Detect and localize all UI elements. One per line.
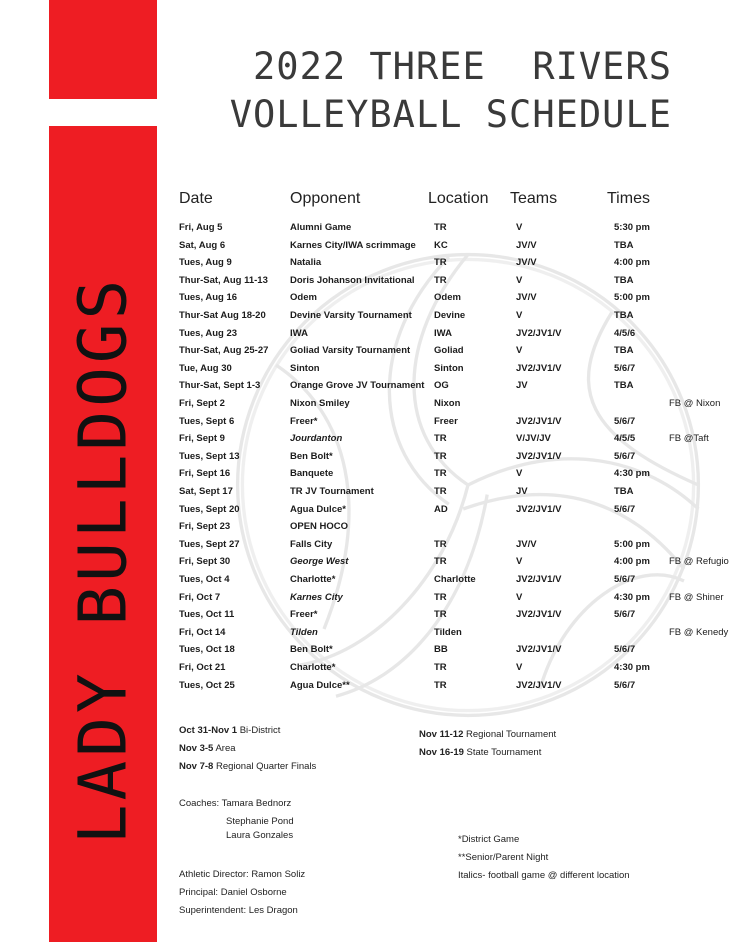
game-time: TBA bbox=[614, 274, 634, 286]
schedule-row bbox=[0, 416, 750, 434]
game-opponent: TR JV Tournament bbox=[290, 486, 374, 497]
game-opponent: Karnes City/IWA scrimmage bbox=[290, 239, 416, 251]
legend-italics: Italics- football game @ different location bbox=[458, 870, 630, 881]
game-opponent: IWA bbox=[290, 327, 308, 339]
game-date: Tues, Sept 13 bbox=[179, 450, 240, 462]
superintendent: Superintendent: Les Dragon bbox=[179, 905, 298, 916]
game-date: Fri, Sept 16 bbox=[179, 468, 231, 480]
game-time: 5/6/7 bbox=[614, 362, 636, 374]
game-date: Thur-Sat, Sept 1-3 bbox=[179, 380, 261, 392]
game-opponent: Agua Dulce* bbox=[290, 503, 346, 515]
game-opponent: Devine Varsity Tournament bbox=[290, 310, 412, 321]
schedule-row bbox=[0, 380, 750, 398]
schedule-row bbox=[0, 662, 750, 680]
game-opponent: Freer* bbox=[290, 415, 318, 427]
coaches-label: Coaches: Tamara Bednorz bbox=[179, 798, 292, 809]
game-teams: JV bbox=[516, 486, 528, 497]
game-date: Tues, Oct 11 bbox=[179, 609, 235, 621]
game-time: 4:30 pm bbox=[614, 468, 650, 480]
game-teams: V/JV/JV bbox=[516, 433, 551, 445]
game-date: Sat, Sept 17 bbox=[179, 486, 233, 497]
game-location: BB bbox=[434, 644, 448, 656]
game-time: TBA bbox=[614, 239, 634, 251]
schedule-row bbox=[0, 539, 750, 557]
game-date: Fri, Oct 7 bbox=[179, 591, 221, 603]
game-time: 5/6/7 bbox=[614, 503, 636, 515]
schedule-row bbox=[0, 328, 750, 346]
game-teams: V bbox=[516, 222, 523, 233]
game-date: Fri, Oct 14 bbox=[179, 626, 226, 638]
game-date: Tues, Oct 4 bbox=[179, 574, 230, 585]
coach-name: Laura Gonzales bbox=[226, 830, 294, 841]
game-opponent: OPEN HOCO bbox=[290, 521, 349, 533]
game-opponent: Sinton bbox=[290, 362, 320, 374]
game-location: TR bbox=[434, 274, 447, 286]
game-opponent: Agua Dulce** bbox=[290, 679, 350, 691]
game-location: Goliad bbox=[434, 345, 464, 357]
game-teams: V bbox=[516, 468, 523, 480]
game-opponent: Charlotte* bbox=[290, 574, 336, 585]
game-location: TR bbox=[434, 468, 447, 480]
game-date: Tues, Oct 18 bbox=[179, 644, 235, 656]
schedule-row bbox=[0, 627, 750, 645]
game-location: AD bbox=[434, 503, 448, 515]
game-date: Fri, Aug 5 bbox=[179, 222, 223, 233]
game-teams: V bbox=[516, 591, 523, 603]
schedule-row bbox=[0, 240, 750, 258]
game-location: TR bbox=[434, 222, 447, 233]
game-teams: JV2/JV1/V bbox=[516, 574, 562, 585]
team-name-vertical: LADY BULLDOGS bbox=[64, 275, 142, 845]
schedule-row bbox=[0, 292, 750, 310]
game-teams: JV bbox=[516, 380, 528, 392]
game-date: Thur-Sat, Aug 25-27 bbox=[179, 345, 269, 357]
game-teams: JV/V bbox=[516, 257, 537, 269]
game-note: FB @ Refugio bbox=[669, 556, 729, 568]
game-teams: V bbox=[516, 662, 523, 673]
game-location: Sinton bbox=[434, 362, 464, 374]
game-note: FB @ Shiner bbox=[669, 591, 724, 603]
postseason-item: Oct 31-Nov 1 Bi-District bbox=[179, 725, 281, 736]
coach-name: Stephanie Pond bbox=[226, 816, 294, 827]
schedule-row bbox=[0, 521, 750, 539]
game-opponent: Alumni Game bbox=[290, 222, 352, 233]
header-teams: Teams bbox=[510, 190, 558, 207]
game-location: Charlotte bbox=[434, 574, 476, 585]
schedule-row bbox=[0, 592, 750, 610]
schedule-row bbox=[0, 451, 750, 469]
game-location: TR bbox=[434, 433, 447, 445]
game-time: TBA bbox=[614, 310, 634, 321]
schedule-row bbox=[0, 363, 750, 381]
schedule-row bbox=[0, 310, 750, 328]
schedule-row bbox=[0, 556, 750, 574]
game-date: Fri, Sept 23 bbox=[179, 521, 231, 533]
schedule-row bbox=[0, 275, 750, 293]
game-location: TR bbox=[434, 450, 447, 462]
game-date: Fri, Sept 2 bbox=[179, 398, 225, 409]
game-time: 5:00 pm bbox=[614, 538, 650, 550]
game-time: 5/6/7 bbox=[614, 679, 636, 691]
principal: Principal: Daniel Osborne bbox=[179, 887, 287, 898]
game-opponent: Falls City bbox=[290, 538, 333, 550]
game-location: TR bbox=[434, 591, 447, 603]
schedule-row bbox=[0, 257, 750, 275]
game-time: 5/6/7 bbox=[614, 450, 636, 462]
schedule-row bbox=[0, 609, 750, 627]
game-teams: JV2/JV1/V bbox=[516, 503, 562, 515]
game-location: Nixon bbox=[434, 398, 461, 409]
game-location: TR bbox=[434, 257, 447, 269]
postseason-item: Nov 7-8 Regional Quarter Finals bbox=[179, 761, 317, 772]
game-teams: JV2/JV1/V bbox=[516, 327, 562, 339]
game-date: Fri, Sept 9 bbox=[179, 433, 225, 445]
game-location: Freer bbox=[434, 415, 458, 427]
game-opponent: Nixon Smiley bbox=[290, 398, 350, 409]
game-time: TBA bbox=[614, 345, 634, 357]
game-date: Tue, Aug 30 bbox=[179, 362, 232, 374]
game-teams: JV/V bbox=[516, 292, 537, 304]
game-teams: JV2/JV1/V bbox=[516, 609, 562, 621]
game-teams: JV2/JV1/V bbox=[516, 679, 562, 691]
schedule-row bbox=[0, 398, 750, 416]
game-time: 5/6/7 bbox=[614, 574, 636, 585]
game-time: 5:00 pm bbox=[614, 292, 650, 304]
game-teams: JV2/JV1/V bbox=[516, 362, 562, 374]
game-date: Fri, Oct 21 bbox=[179, 662, 226, 673]
legend-district: *District Game bbox=[458, 834, 520, 845]
game-date: Thur-Sat Aug 18-20 bbox=[179, 310, 266, 321]
game-time: TBA bbox=[614, 486, 634, 497]
game-teams: V bbox=[516, 310, 523, 321]
game-opponent: Ben Bolt* bbox=[290, 450, 333, 462]
schedule-row bbox=[0, 222, 750, 240]
game-teams: JV2/JV1/V bbox=[516, 644, 562, 656]
game-time: 4:00 pm bbox=[614, 257, 650, 269]
game-date: Sat, Aug 6 bbox=[179, 239, 226, 251]
schedule-row bbox=[0, 574, 750, 592]
schedule-row bbox=[0, 433, 750, 451]
game-location: TR bbox=[434, 486, 447, 497]
game-time: 4:30 pm bbox=[614, 662, 650, 673]
game-time: 4:30 pm bbox=[614, 591, 650, 603]
game-date: Thur-Sat, Aug 11-13 bbox=[179, 274, 268, 286]
schedule-row bbox=[0, 680, 750, 698]
header-location: Location bbox=[428, 190, 489, 207]
game-opponent: Natalia bbox=[290, 257, 322, 269]
game-location: TR bbox=[434, 538, 447, 550]
game-teams: V bbox=[516, 556, 523, 568]
postseason-item: Nov 11-12 Regional Tournament bbox=[419, 729, 557, 740]
game-date: Tues, Sept 27 bbox=[179, 538, 240, 550]
schedule-row bbox=[0, 644, 750, 662]
postseason-item: Nov 3-5 Area bbox=[179, 743, 236, 754]
schedule-row bbox=[0, 486, 750, 504]
game-teams: V bbox=[516, 345, 523, 357]
game-date: Tues, Sept 6 bbox=[179, 415, 235, 427]
game-time: 4/5/6 bbox=[614, 327, 636, 339]
game-teams: V bbox=[516, 274, 523, 286]
schedule-row bbox=[0, 345, 750, 363]
game-time: TBA bbox=[614, 380, 634, 392]
game-location: TR bbox=[434, 609, 447, 621]
game-opponent: George West bbox=[290, 556, 349, 568]
game-location: TR bbox=[434, 556, 447, 568]
game-opponent: Charlotte* bbox=[290, 662, 336, 673]
game-date: Tues, Oct 25 bbox=[179, 679, 235, 691]
game-opponent: Karnes City bbox=[290, 591, 343, 603]
game-time: 5/6/7 bbox=[614, 644, 636, 656]
game-opponent: Ben Bolt* bbox=[290, 644, 333, 656]
game-teams: JV/V bbox=[516, 239, 537, 251]
schedule-row bbox=[0, 504, 750, 522]
game-teams: JV2/JV1/V bbox=[516, 450, 562, 462]
game-location: Odem bbox=[434, 292, 461, 304]
red-accent-block-top bbox=[49, 0, 157, 99]
game-note: FB @Taft bbox=[669, 433, 709, 445]
game-date: Tues, Aug 23 bbox=[179, 327, 238, 339]
game-time: 5/6/7 bbox=[614, 609, 636, 621]
game-time: 5/6/7 bbox=[614, 415, 636, 427]
game-location: OG bbox=[434, 380, 449, 392]
page-title-line-1: 2022 THREE RIVERS bbox=[253, 45, 672, 88]
game-opponent: Banquete bbox=[290, 468, 334, 480]
game-opponent: Goliad Varsity Tournament bbox=[290, 345, 411, 357]
game-time: 4/5/5 bbox=[614, 433, 636, 445]
game-opponent: Orange Grove JV Tournament bbox=[290, 380, 425, 392]
game-opponent: Jourdanton bbox=[290, 433, 343, 445]
schedule-row bbox=[0, 468, 750, 486]
game-opponent: Tilden bbox=[290, 626, 318, 638]
game-location: Devine bbox=[434, 310, 466, 321]
legend-senior: **Senior/Parent Night bbox=[458, 852, 549, 863]
game-teams: JV/V bbox=[516, 538, 537, 550]
game-date: Tues, Aug 16 bbox=[179, 292, 238, 304]
game-opponent: Freer* bbox=[290, 609, 318, 621]
game-opponent: Odem bbox=[290, 292, 317, 304]
header-times: Times bbox=[607, 190, 650, 207]
athletic-director: Athletic Director: Ramon Soliz bbox=[179, 869, 306, 880]
game-time: 5:30 pm bbox=[614, 222, 650, 233]
game-location: KC bbox=[434, 239, 448, 251]
postseason-item: Nov 16-19 State Tournament bbox=[419, 747, 542, 758]
header-opponent: Opponent bbox=[290, 190, 361, 207]
game-note: FB @ Kenedy bbox=[669, 626, 729, 638]
header-date: Date bbox=[179, 190, 213, 207]
game-location: TR bbox=[434, 679, 447, 691]
game-location: IWA bbox=[434, 327, 452, 339]
game-opponent: Doris Johanson Invitational bbox=[290, 274, 415, 286]
game-date: Tues, Sept 20 bbox=[179, 503, 240, 515]
game-location: Tilden bbox=[434, 626, 462, 638]
game-date: Tues, Aug 9 bbox=[179, 257, 232, 269]
game-date: Fri, Sept 30 bbox=[179, 556, 231, 568]
game-location: TR bbox=[434, 662, 447, 673]
page-title-line-2: VOLLEYBALL SCHEDULE bbox=[229, 93, 672, 136]
game-time: 4:00 pm bbox=[614, 556, 650, 568]
game-teams: JV2/JV1/V bbox=[516, 415, 562, 427]
game-note: FB @ Nixon bbox=[669, 398, 721, 409]
